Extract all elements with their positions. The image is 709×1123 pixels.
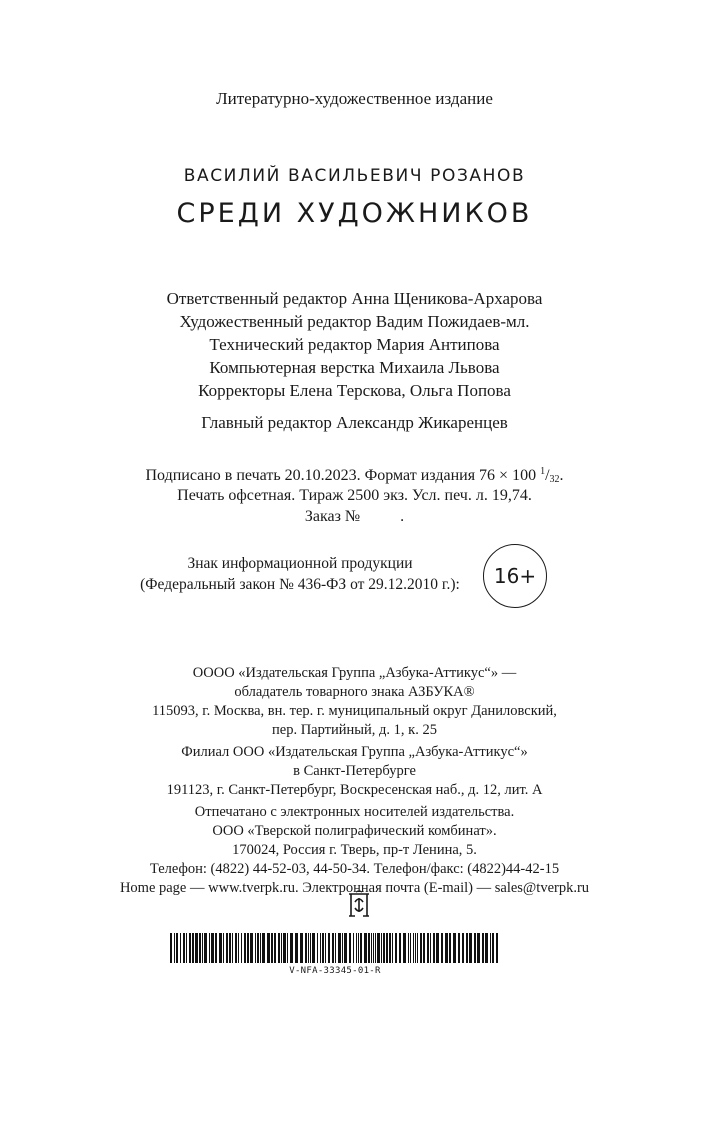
order-number: Заказ № .: [304, 508, 405, 525]
publisher-line: пер. Партийный, д. 1, к. 25: [272, 722, 437, 738]
genre-label: Литературно-художественное издание: [216, 89, 493, 108]
print-info-line1: Подписано в печать 20.10.2023. Формат издания 76 × 100 $^1/_{32}$.: [145, 466, 564, 485]
book-title: СРЕДИ ХУДОЖНИКОВ: [176, 198, 533, 229]
age-rating-badge: 16+: [483, 544, 547, 608]
info-sign-block: [130, 553, 470, 595]
printer-line: ООО «Тверской полиграфический комбинат».: [212, 823, 497, 839]
barcode-icon: [170, 933, 500, 963]
staff-line: Корректоры Елена Терскова, Ольга Попова: [198, 381, 511, 400]
publisher-line: обладатель товарного знака АЗБУКА®: [234, 684, 475, 700]
printer-line: Отпечатано с электронных носителей издательства.: [194, 804, 515, 820]
info-sign-law: (Федеральный закон № 436-ФЗ от 29.12.2010 г.):: [140, 576, 460, 593]
printer-line: 170024, Россия г. Тверь, пр-т Ленина, 5.: [232, 842, 477, 858]
info-sign-label: Знак информационной продукции: [187, 555, 413, 572]
order-label: Заказ №: [304, 508, 361, 525]
publisher-line: 115093, г. Москва, вн. тер. г. муниципальный округ Даниловский,: [152, 703, 557, 719]
branch-line: Филиал ООО «Издательская Группа „Азбука-Аттикус“»: [181, 744, 528, 760]
staff-line: Технический редактор Мария Антипова: [209, 335, 500, 354]
format-fraction-numerator: 1: [540, 466, 546, 477]
branch-line: 191123, г. Санкт-Петербург, Воскресенская наб., д. 12, лит. А: [166, 782, 543, 798]
print-info-line2: Печать офсетная. Тираж 2500 экз. Усл. печ. л. 19,74.: [177, 487, 532, 504]
chief-editor: Главный редактор Александр Жикаренцев: [201, 413, 508, 432]
publisher-line: ОООО «Издательская Группа „Азбука-Аттикус“» —: [192, 665, 517, 681]
author-name: ВАСИЛИЙ ВАСИЛЬЕВИЧ РОЗАНОВ: [183, 166, 526, 186]
branch-line: в Санкт-Петербурге: [293, 763, 416, 779]
format-fraction-denominator: 32: [549, 474, 560, 485]
staff-line: Художественный редактор Вадим Пожидаев-мл.: [179, 312, 530, 331]
printer-line: Home page — www.tverpk.ru. Электронная почта (E-mail) — sales@tverpk.ru: [119, 880, 590, 896]
printer-logo-icon: [346, 890, 372, 920]
staff-line: Компьютерная верстка Михаила Львова: [209, 358, 500, 377]
printer-line: Телефон: (4822) 44-52-03, 44-50-34. Телефон/факс: (4822)44-42-15: [149, 861, 560, 877]
barcode-code: V-NFA-33345-01-R: [289, 966, 381, 976]
print-format: Подписано в печать 20.10.2023. Формат издания 76 × 100: [145, 467, 537, 484]
staff-line: Ответственный редактор Анна Щеникова-Архарова: [166, 289, 543, 308]
